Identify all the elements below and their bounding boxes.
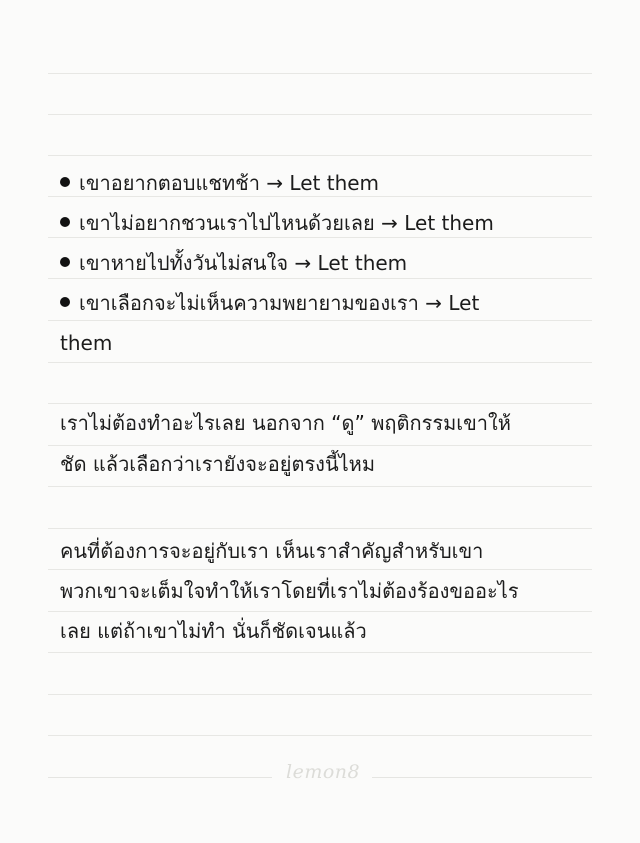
bullet-text-continuation: them xyxy=(60,331,113,355)
ruled-line xyxy=(48,237,592,238)
footer-divider-left xyxy=(48,777,272,778)
ruled-line xyxy=(48,278,592,279)
paragraph-line: ชัด แล้วเลือกว่าเรายังจะอยู่ตรงนี้ไหม xyxy=(60,452,376,476)
ruled-line xyxy=(48,694,592,695)
ruled-line xyxy=(48,486,592,487)
bullet-dot-icon xyxy=(60,257,70,267)
ruled-line xyxy=(48,155,592,156)
bullet-item xyxy=(60,211,494,235)
footer-divider-right xyxy=(372,777,592,778)
bullet-text: เขาไม่อยากชวนเราไปไหนด้วยเลย → Let them xyxy=(79,211,494,235)
ruled-line xyxy=(48,611,592,612)
ruled-line xyxy=(48,73,592,74)
bullet-item xyxy=(60,291,479,315)
ruled-line xyxy=(48,652,592,653)
bullet-dot-icon xyxy=(60,297,70,307)
bullet-text: เขาเลือกจะไม่เห็นความพยายามของเรา → Let xyxy=(79,291,480,315)
ruled-line xyxy=(48,528,592,529)
bullet-item xyxy=(60,251,407,275)
bullet-dot-icon xyxy=(60,177,70,187)
lemon8-watermark-logo: lemon8 xyxy=(286,761,361,783)
ruled-line xyxy=(48,445,592,446)
ruled-line xyxy=(48,569,592,570)
ruled-line xyxy=(48,403,592,404)
ruled-line xyxy=(48,196,592,197)
bullet-text: เขาอยากตอบแชทช้า → Let them xyxy=(79,171,380,195)
paragraph-line: เลย แต่ถ้าเขาไม่ทำ นั่นก็ชัดเจนแล้ว xyxy=(60,619,367,643)
paragraph-line: เราไม่ต้องทำอะไรเลย นอกจาก “ดู” พฤติกรรมเขาให้ xyxy=(60,411,511,435)
bullet-text: เขาหายไปทั้งวันไม่สนใจ → Let them xyxy=(79,251,408,275)
bullet-item xyxy=(60,171,379,195)
ruled-line xyxy=(48,320,592,321)
ruled-line xyxy=(48,362,592,363)
paragraph-line: พวกเขาจะเต็มใจทำให้เราโดยที่เราไม่ต้องร้องขออะไร xyxy=(60,579,519,603)
ruled-line xyxy=(48,114,592,115)
ruled-line xyxy=(48,735,592,736)
bullet-dot-icon xyxy=(60,217,70,227)
paragraph-line: คนที่ต้องการจะอยู่กับเรา เห็นเราสำคัญสำหรับเขา xyxy=(60,539,484,563)
